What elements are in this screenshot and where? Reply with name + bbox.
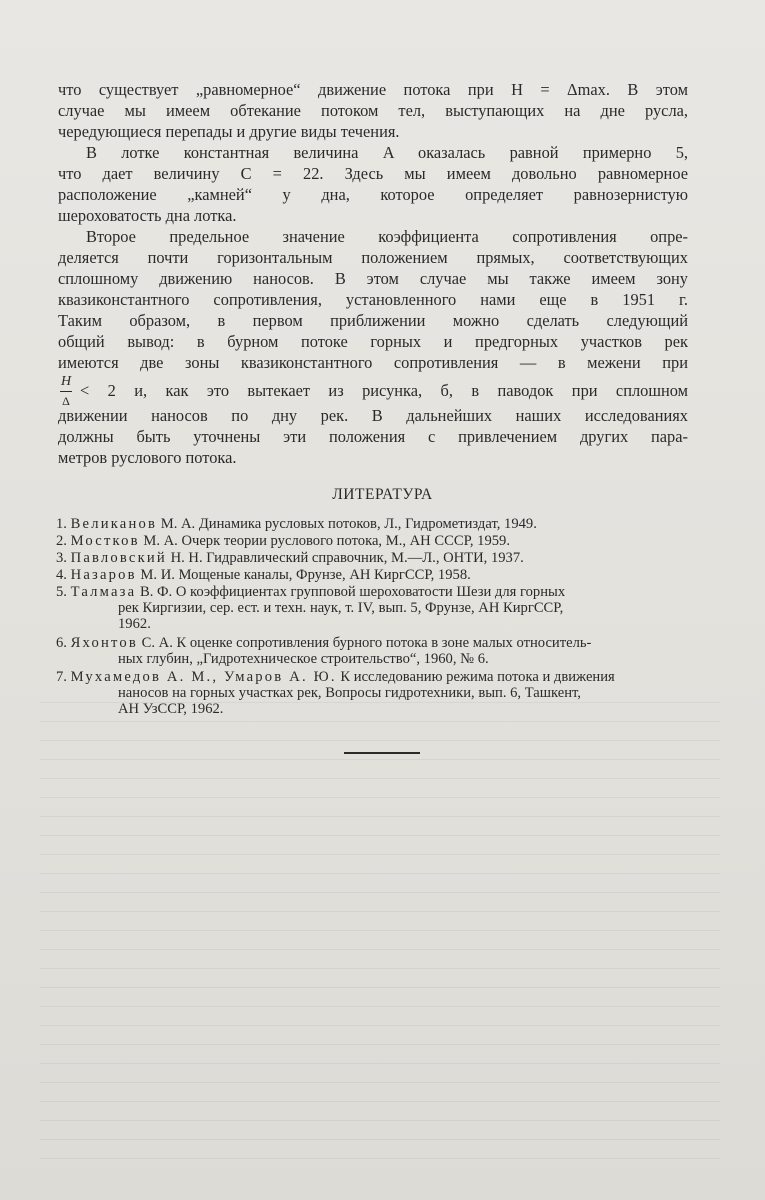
reference-line: 1962. [118,616,151,632]
reference-text: Н. Н. Гидравлический справочник, М.—Л., ОНТИ, 1937. [170,550,524,566]
reference-text: М. А. Очерк теории руслового потока, М., АН СССР, 1959. [143,533,510,549]
text-line: Второе предельное значение коэффициента сопротивления опре- [86,227,688,246]
text-line: случае мы имеем обтекание потоком тел, выступающих на дне русла, [58,101,688,120]
references-heading: ЛИТЕРАТУРА [332,486,433,503]
reference-line: ных глубин, „Гидротехническое строительство“, 1960, № 6. [118,651,489,667]
text-line: В лотке константная величина A оказалась равной примерно 5, [86,143,688,162]
reference-text: С. А. К оценке сопротивления бурного потока в зоне малых относитель- [141,635,592,651]
text-line: квазиконстантного сопротивления, установленного нами еще в 1951 г. [58,290,688,309]
reference-number: 7. [56,669,67,685]
reference-line [56,669,692,685]
reference-author: Назаров [70,567,137,583]
reference-text: М. А. Динамика русловых потоков, Л., Гидрометиздат, 1949. [160,516,537,532]
reference-line [56,516,692,532]
fraction-numerator: H [60,374,72,389]
reference-text: В. Ф. О коэффициентах групповой шероховатости Шези для горных [139,584,566,600]
text-line: деляется почти горизонтальным положением прямых, соответствующих [58,248,688,267]
fraction-h-over-delta [58,374,74,409]
end-rule [344,752,420,754]
reference-number: 5. [56,584,67,600]
reference-item [56,567,692,583]
reference-item [56,584,692,632]
reference-line: наносов на горных участках рек, Вопросы гидротехники, вып. 6, Ташкент, [118,685,581,701]
reference-line [56,635,692,651]
text-line: сплошному движению наносов. В этом случае мы также имеем зону [58,269,688,288]
reference-item [56,533,692,549]
reference-author: Яхонтов [70,635,138,651]
reference-number: 6. [56,635,67,651]
text-line: что существует „равномерное“ движение потока при H = Δmax. В этом [58,80,688,99]
reference-item [56,669,692,717]
reference-author: Мухамедов А. М., Умаров А. Ю. [70,669,337,685]
reference-item [56,550,692,566]
reference-line [56,533,692,549]
text-line: < 2 и, как это вытекает из рисунка, б, в паводок при сплошном [80,381,688,400]
reference-number: 2. [56,533,67,549]
fraction-bar [60,391,72,392]
text-line: расположение „камней“ у дна, которое определяет равнозернистую [58,185,688,204]
text-line: должны быть уточнены эти положения с привлечением других пара- [58,427,688,446]
reference-line: АН УзССР, 1962. [118,701,224,717]
reference-author: Талмаза [70,584,137,600]
reference-number: 4. [56,567,67,583]
text-line: имеются две зоны квазиконстантного сопротивления — в межени при [58,353,688,372]
show-through-texture [40,690,720,1170]
text-line: чередующиеся перепады и другие виды течения. [58,122,400,141]
reference-author: Мостков [70,533,140,549]
reference-line [56,567,692,583]
reference-item [56,516,692,532]
fraction-denominator: Δ [62,394,70,408]
reference-text: К исследованию режима потока и движения [340,669,615,685]
reference-line [56,584,692,600]
reference-number: 1. [56,516,67,532]
reference-line: рек Киргизии, сер. ест. и техн. наук, т. IV, вып. 5, Фрунзе, АН КиргССР, [118,600,564,616]
text-line: Таким образом, в первом приближении можно сделать следующий [58,311,688,330]
reference-author: Павловский [70,550,167,566]
text-line: общий вывод: в бурном потоке горных и предгорных участков рек [58,332,688,351]
text-line: движении наносов по дну рек. В дальнейших наших исследованиях [58,406,688,425]
reference-number: 3. [56,550,67,566]
text-line: метров руслового потока. [58,448,237,467]
text-line: что дает величину C = 22. Здесь мы имеем довольно равномерное [58,164,688,183]
reference-author: Великанов [70,516,158,532]
reference-item [56,635,692,667]
reference-line [56,550,692,566]
text-line: шероховатость дна лотка. [58,206,237,225]
reference-text: М. И. Мощеные каналы, Фрунзе, АН КиргССР, 1958. [140,567,471,583]
